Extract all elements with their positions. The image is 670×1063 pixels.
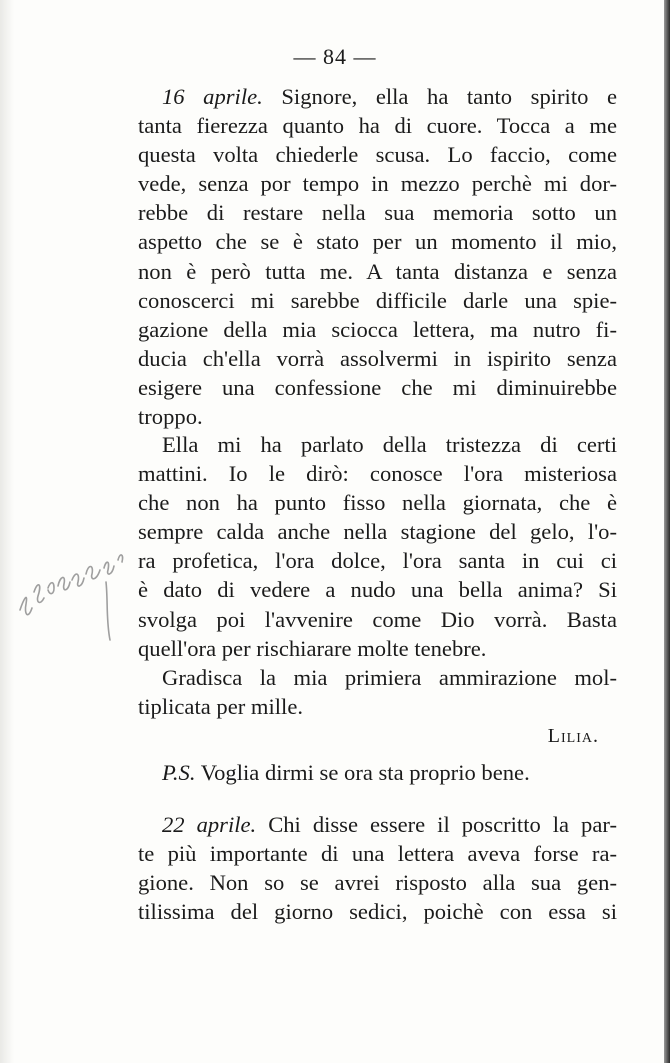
paragraph-first-line: Gradisca la mia primiera ammirazione mol- bbox=[162, 664, 617, 690]
text-line: questa volta chiederle scusa. Lo faccio, come bbox=[138, 142, 617, 168]
postscript-text: Voglia dirmi se ora sta proprio bene. bbox=[195, 760, 530, 785]
text-line: che non ha punto fisso nella giornata, che è bbox=[138, 490, 617, 516]
entry-first-line bbox=[138, 810, 617, 839]
entry-date: 16 aprile. bbox=[162, 84, 263, 109]
text-line: sempre calda anche nella stagione del gelo, l'o- bbox=[138, 519, 617, 545]
entry-16-aprile-continuation bbox=[138, 430, 617, 721]
page-left-shadow bbox=[0, 0, 14, 1063]
text-line: quell'ora per rischiarare molte tenebre. bbox=[138, 635, 487, 661]
text-line: svolga poi l'avvenire come Dio vorrà. Basta bbox=[138, 606, 617, 632]
handwritten-note-icon bbox=[14, 540, 134, 660]
text-line: aspetto che se è stato per un momento il mio, bbox=[138, 229, 617, 255]
text-line: conoscerci mi sarebbe difficile darle una spie- bbox=[138, 287, 617, 313]
text-line: troppo. bbox=[138, 404, 203, 430]
text-line: esigere una confessione che mi diminuirebbe bbox=[138, 374, 617, 400]
text-line: te più importante di una lettera aveva forse ra- bbox=[138, 841, 617, 867]
text-line: non è però tutta me. A tanta distanza e senza bbox=[138, 258, 617, 284]
text-line: tiplicata per mille. bbox=[138, 693, 303, 719]
text-line: tanta fierezza quanto ha di cuore. Tocca a me bbox=[138, 113, 617, 139]
page-number-text: — 84 — bbox=[293, 44, 377, 69]
text-line: gione. Non so se avrei risposto alla sua gen- bbox=[138, 870, 617, 896]
entry-first-line-text: Chi disse essere il poscritto la par- bbox=[256, 812, 617, 837]
entry-first-line-text: Signore, ella ha tanto spirito e bbox=[262, 84, 617, 109]
entry-22-aprile bbox=[138, 810, 617, 926]
signature bbox=[138, 722, 599, 751]
paragraph-first-line: Ella mi ha parlato della tristezza di certi bbox=[162, 432, 617, 457]
text-line: mattini. Io le dirò: conosce l'ora misteriosa bbox=[138, 461, 617, 487]
text-line: ra profetica, l'ora dolce, l'ora santa in cui ci bbox=[138, 548, 617, 574]
page-right-edge bbox=[664, 0, 670, 1063]
entry-first-line bbox=[138, 82, 617, 111]
text-line: è dato di vedere a nudo una bella anima? Si bbox=[138, 577, 617, 603]
page-number bbox=[0, 44, 670, 70]
postscript bbox=[162, 758, 617, 788]
text-line: ducia ch'ella vorrà assolvermi in ispirito senza bbox=[138, 345, 617, 371]
entry-16-aprile bbox=[138, 82, 617, 431]
text-line: tilissima del giorno sedici, poichè con essa si bbox=[138, 899, 617, 925]
text-line: gazione della mia sciocca lettera, ma nutro fi- bbox=[138, 316, 617, 342]
text-line: rebbe di restare nella sua memoria sotto un bbox=[138, 200, 617, 226]
postscript-label: P.S. bbox=[162, 760, 196, 785]
entry-date: 22 aprile. bbox=[162, 812, 257, 837]
text-line: vede, senza por tempo in mezzo perchè mi dor- bbox=[138, 171, 617, 197]
signature-text: Lilia. bbox=[547, 725, 599, 747]
